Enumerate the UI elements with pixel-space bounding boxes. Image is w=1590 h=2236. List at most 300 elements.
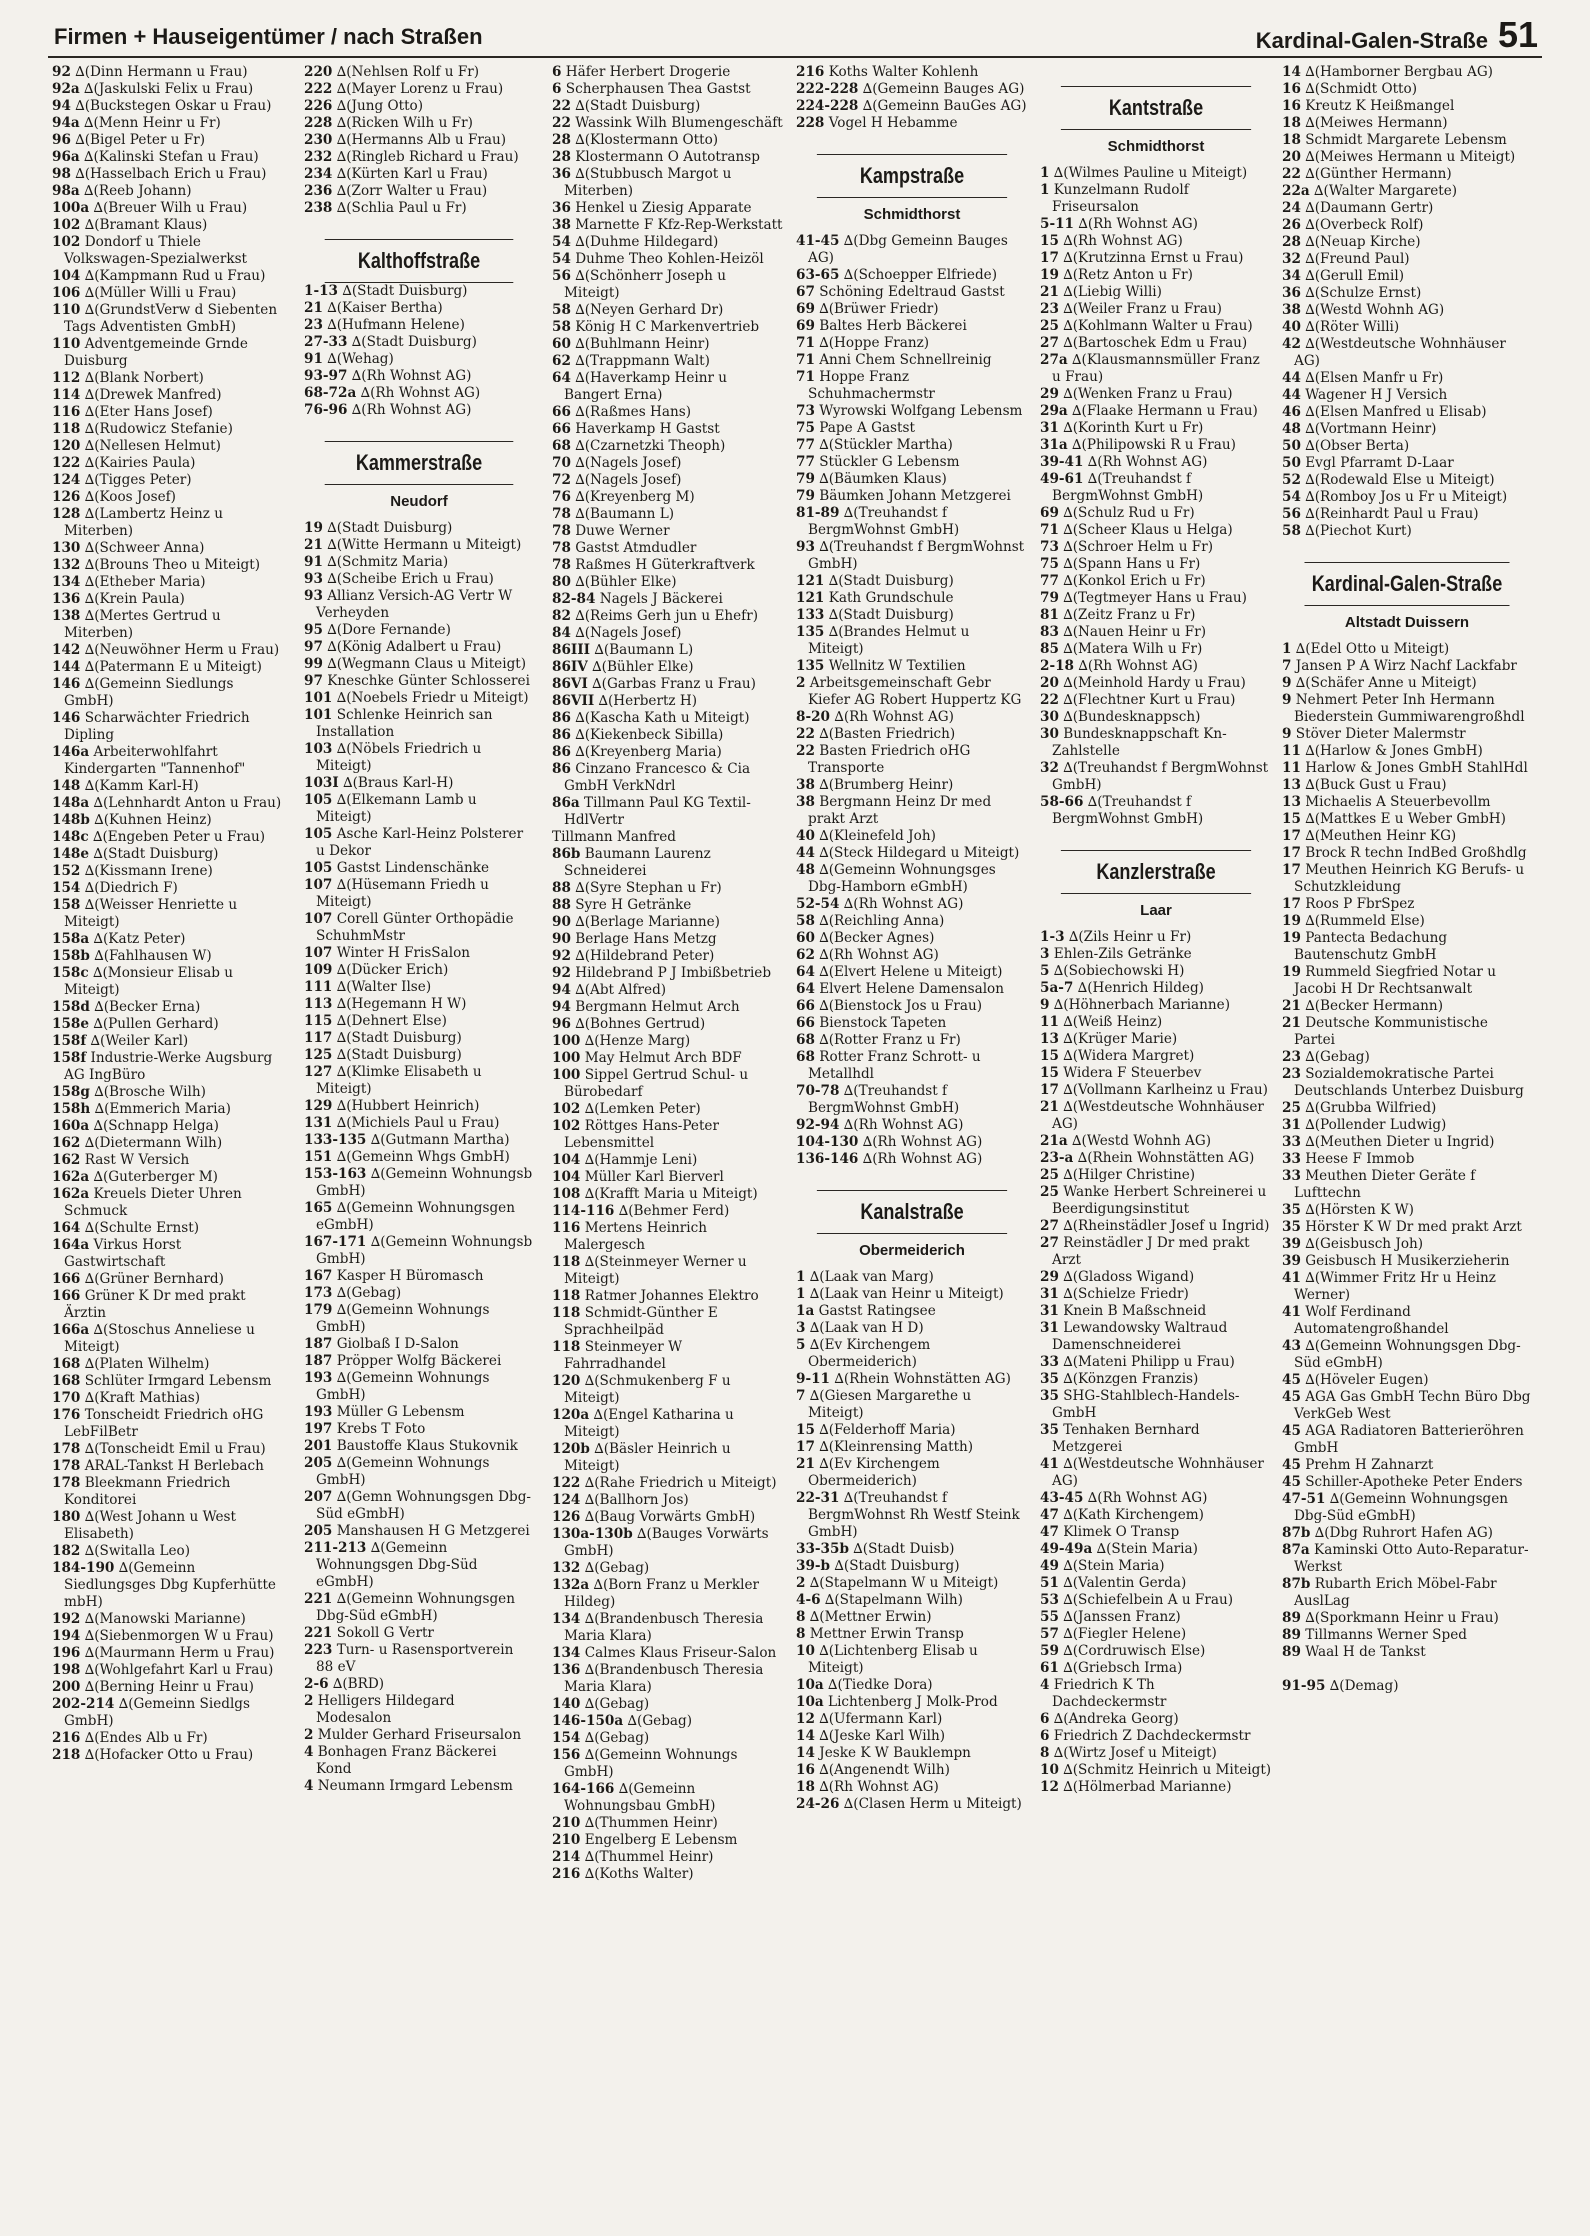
directory-entry: 42 ∆(Westdeutsche Wohnhäuser AG) <box>1282 336 1506 369</box>
directory-entry: 238 ∆(Schlia Paul u Fr) <box>304 200 467 216</box>
directory-entry: 78 Gastst Atmdudler <box>552 540 697 556</box>
directory-entry: 23 ∆(Gebag) <box>1282 1049 1370 1065</box>
directory-entry: 31a ∆(Philipowski R u Frau) <box>1040 437 1236 453</box>
directory-entry: 5-11 ∆(Rh Wohnst AG) <box>1040 216 1198 232</box>
directory-entry: 126 ∆(Koos Josef) <box>52 489 176 505</box>
directory-entry: 1 ∆(Laak van Marg) <box>796 1269 934 1285</box>
directory-entry: 19 ∆(Retz Anton u Fr) <box>1040 267 1193 283</box>
directory-entry: 79 Bäumken Johann Metzgerei <box>796 488 1011 504</box>
directory-entry: 86 ∆(Kiekenbeck Sibilla) <box>552 727 724 743</box>
directory-entry: 162 Rast W Versich <box>52 1152 190 1168</box>
directory-entry: 68 ∆(Rotter Franz u Fr) <box>796 1032 961 1048</box>
directory-entry: 136 ∆(Krein Paula) <box>52 591 185 607</box>
directory-entry: 222 ∆(Mayer Lorenz u Frau) <box>304 81 504 97</box>
directory-entry: 131 ∆(Michiels Paul u Frau) <box>304 1115 500 1131</box>
directory-entry: 50 Evgl Pfarramt D-Laar <box>1282 455 1454 471</box>
directory-entry: 15 ∆(Rh Wohnst AG) <box>1040 233 1183 249</box>
directory-entry: 21 ∆(Becker Hermann) <box>1282 998 1443 1014</box>
directory-entry: 51 ∆(Valentin Gerda) <box>1040 1575 1187 1591</box>
directory-entry: 73 ∆(Schroer Helm u Fr) <box>1040 539 1214 555</box>
directory-entry: 167 Kasper H Büromasch <box>304 1268 484 1284</box>
directory-entry: 86VI ∆(Garbas Franz u Frau) <box>552 676 756 692</box>
directory-entry: 22 ∆(Basten Friedrich) <box>796 726 956 742</box>
directory-entry: 56 ∆(Schönherr Joseph u Miteigt) <box>552 268 726 301</box>
directory-entry: 201 Baustoffe Klaus Stukovnik <box>304 1438 518 1454</box>
directory-entry: 104 Müller Karl Bierverl <box>552 1169 724 1185</box>
directory-entry: 10a Lichtenberg J Molk-Prod <box>796 1694 998 1710</box>
directory-entry: 47-51 ∆(Gemeinn Wohnungsgen Dbg-Süd eGmbH) <box>1282 1491 1509 1524</box>
directory-entry: 194 ∆(Siebenmorgen W u Frau) <box>52 1628 274 1644</box>
directory-entry: 6 Scherphausen Thea Gastst <box>552 81 751 97</box>
directory-entry: 158e ∆(Pullen Gerhard) <box>52 1016 219 1032</box>
directory-entry: 115 ∆(Dehnert Else) <box>304 1013 447 1029</box>
directory-entry: 6 ∆(Andreka Georg) <box>1040 1711 1179 1727</box>
directory-entry: 192 ∆(Manowski Marianne) <box>52 1611 246 1627</box>
directory-entry: 120 ∆(Nellesen Helmut) <box>52 438 221 454</box>
directory-entry: 158d ∆(Becker Erna) <box>52 999 201 1015</box>
directory-entry: 32 ∆(Treuhandst f BergmWohnst GmbH) <box>1040 760 1269 793</box>
directory-entry: 9 ∆(Höhnerbach Marianne) <box>1040 997 1231 1013</box>
directory-entry: 54 Duhme Theo Kohlen-Heizöl <box>552 251 764 267</box>
directory-entry: 108 ∆(Krafft Maria u Miteigt) <box>552 1186 758 1202</box>
directory-entry: 202-214 ∆(Gemeinn Siedlgs GmbH) <box>52 1696 250 1729</box>
directory-entry: 140 ∆(Gebag) <box>552 1696 650 1712</box>
directory-entry: 210 ∆(Thummen Heinr) <box>552 1815 718 1831</box>
directory-entry: 64 ∆(Haverkamp Heinr u Bangert Erna) <box>552 370 728 403</box>
directory-entry: 216 ∆(Endes Alb u Fr) <box>52 1730 208 1746</box>
directory-entry: 105 Asche Karl-Heinz Polsterer u Dekor <box>304 826 524 859</box>
directory-entry: 148e ∆(Stadt Duisburg) <box>52 846 219 862</box>
directory-entry: 205 Manshausen H G Metzgerei <box>304 1523 530 1539</box>
directory-entry: 41 ∆(Westdeutsche Wohnhäuser AG) <box>1040 1456 1264 1489</box>
directory-entry: 88 ∆(Syre Stephan u Fr) <box>552 880 722 896</box>
directory-entry: 152 ∆(Kissmann Irene) <box>52 863 213 879</box>
street-heading: Kanzlerstraße <box>1061 850 1251 894</box>
directory-entry: 44 ∆(Steck Hildegard u Miteigt) <box>796 845 1020 861</box>
directory-entry: 158c ∆(Monsieur Elisab u Miteigt) <box>52 965 234 998</box>
directory-entry: 146 Scharwächter Friedrich Dipling <box>52 710 250 743</box>
directory-entry: 14 Jeske K W Bauklempn <box>796 1745 971 1761</box>
directory-entry: 94a ∆(Menn Heinr u Fr) <box>52 115 221 131</box>
directory-entry: 104-130 ∆(Rh Wohnst AG) <box>796 1134 983 1150</box>
directory-entry: 8-20 ∆(Rh Wohnst AG) <box>796 709 954 725</box>
directory-entry: 164 ∆(Schulte Ernst) <box>52 1220 200 1236</box>
directory-entry: 210 Engelberg E Lebensm <box>552 1832 738 1848</box>
directory-entry: 15 Widera F Steuerbev <box>1040 1065 1202 1081</box>
directory-entry: 27 ∆(Bartoschek Edm u Frau) <box>1040 335 1248 351</box>
directory-entry: 226 ∆(Jung Otto) <box>304 98 424 114</box>
directory-entry: 187 Giolbaß I D-Salon <box>304 1336 459 1352</box>
directory-entry: 45 ∆(Höveler Eugen) <box>1282 1372 1429 1388</box>
directory-entry: 70 ∆(Nagels Josef) <box>552 455 682 471</box>
directory-entry: 10 ∆(Schmitz Heinrich u Miteigt) <box>1040 1762 1272 1778</box>
directory-entry: 122 ∆(Kairies Paula) <box>52 455 196 471</box>
directory-entry: 116 Mertens Heinrich Malergesch <box>552 1220 707 1253</box>
directory-entry: 114 ∆(Drewek Manfred) <box>52 387 222 403</box>
directory-entry: 158b ∆(Fahlhausen W) <box>52 948 212 964</box>
directory-entry: 8 ∆(Mettner Erwin) <box>796 1609 932 1625</box>
directory-entry: 27-33 ∆(Stadt Duisburg) <box>304 334 477 350</box>
directory-entry: 25 ∆(Hilger Christine) <box>1040 1167 1196 1183</box>
directory-entry: 129 ∆(Hubbert Heinrich) <box>304 1098 480 1114</box>
directory-entry: 17 ∆(Krutzinna Ernst u Frau) <box>1040 250 1244 266</box>
directory-entry: 4 Bonhagen Franz Bäckerei Kond <box>304 1744 497 1777</box>
directory-entry: 92a ∆(Jaskulski Felix u Frau) <box>52 81 254 97</box>
directory-entry: 40 ∆(Kleinefeld Joh) <box>796 828 936 844</box>
directory-entry: 77 ∆(Konkol Erich u Fr) <box>1040 573 1206 589</box>
directory-entry: 78 ∆(Baumann L) <box>552 506 675 522</box>
directory-entry: 41 ∆(Wimmer Fritz Hr u Heinz Werner) <box>1282 1270 1496 1303</box>
directory-entry: 110 Adventgemeinde Grnde Duisburg <box>52 336 248 369</box>
directory-entry: 36 ∆(Schulze Ernst) <box>1282 285 1422 301</box>
directory-entry: 158a ∆(Katz Peter) <box>52 931 186 947</box>
directory-entry: 22 ∆(Flechtner Kurt u Frau) <box>1040 692 1236 708</box>
column-3 <box>552 64 784 2224</box>
directory-entry: 21 ∆(Westdeutsche Wohnhäuser AG) <box>1040 1099 1264 1132</box>
directory-entry: 120a ∆(Engel Katharina u Miteigt) <box>552 1407 734 1440</box>
directory-entry: 118 Schmidt-Günther E Sprachheilpäd <box>552 1305 718 1338</box>
directory-entry: 100 Sippel Gertrud Schul- u Bürobedarf <box>552 1067 749 1100</box>
directory-entry: 33 ∆(Mateni Philipp u Frau) <box>1040 1354 1235 1370</box>
directory-entry: 116 ∆(Eter Hans Josef) <box>52 404 213 420</box>
directory-entry: 100 May Helmut Arch BDF <box>552 1050 742 1066</box>
directory-entry: 69 ∆(Schulz Rud u Fr) <box>1040 505 1195 521</box>
directory-entry: 184-190 ∆(Gemeinn Siedlungsges Dbg Kupferhütte mbH) <box>52 1560 276 1610</box>
directory-entry: 22 ∆(Günther Hermann) <box>1282 166 1452 182</box>
directory-entry: 132 ∆(Brouns Theo u Miteigt) <box>52 557 261 573</box>
directory-entry: 52-54 ∆(Rh Wohnst AG) <box>796 896 964 912</box>
directory-entry: 75 Pape A Gastst <box>796 420 915 436</box>
directory-entry: 93-97 ∆(Rh Wohnst AG) <box>304 368 472 384</box>
directory-entry: 168 Schlüter Irmgard Lebensm <box>52 1373 272 1389</box>
directory-entry: 72 ∆(Nagels Josef) <box>552 472 682 488</box>
directory-entry: 49-49a ∆(Stein Maria) <box>1040 1541 1198 1557</box>
directory-entry: 35 Tenhaken Bernhard Metzgerei <box>1040 1422 1200 1455</box>
directory-entry: 21 ∆(Ev Kirchengem Obermeiderich) <box>796 1456 940 1489</box>
directory-entry: 99 ∆(Wegmann Claus u Miteigt) <box>304 656 527 672</box>
directory-entry: 134 ∆(Brandenbusch Theresia Maria Klara) <box>552 1611 764 1644</box>
directory-entry: 5a-7 ∆(Henrich Hildeg) <box>1040 980 1204 996</box>
directory-entry: 12 ∆(Hölmerbad Marianne) <box>1040 1779 1232 1795</box>
directory-entry: 54 ∆(Romboy Jos u Fr u Miteigt) <box>1282 489 1508 505</box>
directory-entry: 126 ∆(Baug Vorwärts GmbH) <box>552 1509 756 1525</box>
directory-entry: 234 ∆(Kürten Karl u Frau) <box>304 166 488 182</box>
directory-entry: 162a ∆(Guterberger M) <box>52 1169 218 1185</box>
directory-entry: 86 ∆(Kreyenberg Maria) <box>552 744 722 760</box>
directory-entry: 105 Gastst Lindenschänke <box>304 860 489 876</box>
directory-entry: 125 ∆(Stadt Duisburg) <box>304 1047 462 1063</box>
directory-entry: 27 Reinstädler J Dr med prakt Arzt <box>1040 1235 1250 1268</box>
directory-entry: 34 ∆(Gerull Emil) <box>1282 268 1405 284</box>
directory-entry: 146 ∆(Gemeinn Siedlungs GmbH) <box>52 676 234 709</box>
directory-entry: 48 ∆(Gemeinn Wohnungsges Dbg-Hamborn eGmbH) <box>796 862 996 895</box>
district-heading: Altstadt Duissern <box>1344 614 1470 631</box>
directory-entry: 66 ∆(Bienstock Jos u Frau) <box>796 998 983 1014</box>
directory-entry: 14 ∆(Hamborner Bergbau AG) <box>1282 64 1493 80</box>
directory-entry: 17 ∆(Kleinrensing Matth) <box>796 1439 974 1455</box>
directory-entry: 71 ∆(Hoppe Franz) <box>796 335 930 351</box>
directory-entry: 64 ∆(Elvert Helene u Miteigt) <box>796 964 1003 980</box>
directory-entry: 160a ∆(Schnapp Helga) <box>52 1118 219 1134</box>
directory-entry: 2 ∆(Stapelmann W u Miteigt) <box>796 1575 999 1591</box>
directory-entry: 30 ∆(Bundesknappsch) <box>1040 709 1201 725</box>
directory-entry: 66 Haverkamp H Gastst <box>552 421 720 437</box>
directory-entry: 22 ∆(Stadt Duisburg) <box>552 98 701 114</box>
directory-entry: 105 ∆(Elkemann Lamb u Miteigt) <box>304 792 477 825</box>
directory-entry: 92 ∆(Hildebrand Peter) <box>552 948 715 964</box>
directory-entry: 180 ∆(West Johann u West Elisabeth) <box>52 1509 236 1542</box>
directory-entry: 156 ∆(Gemeinn Wohnungs GmbH) <box>552 1747 738 1780</box>
directory-entry: 182 ∆(Switalla Leo) <box>52 1543 191 1559</box>
directory-entry: 7 Jansen P A Wirz Nachf Lackfabr <box>1282 658 1517 674</box>
directory-entry: 79 ∆(Tegtmeyer Hans u Frau) <box>1040 590 1247 606</box>
directory-entry: 9 Nehmert Peter Inh Hermann Biederstein Gummiwarengroßhdl <box>1282 692 1525 725</box>
directory-entry: 76-96 ∆(Rh Wohnst AG) <box>304 402 472 418</box>
directory-entry: 6 Häfer Herbert Drogerie <box>552 64 731 80</box>
directory-entry: 62 ∆(Rh Wohnst AG) <box>796 947 939 963</box>
directory-entry: 27a ∆(Klausmannsmüller Franz u Frau) <box>1040 352 1260 385</box>
directory-entry: 158f ∆(Weiler Karl) <box>52 1033 189 1049</box>
directory-entry: 4-6 ∆(Stapelmann Wilh) <box>796 1592 963 1608</box>
directory-entry: 81 ∆(Zeitz Franz u Fr) <box>1040 607 1196 623</box>
directory-entry: 165 ∆(Gemeinn Wohnungsgen eGmbH) <box>304 1200 515 1233</box>
directory-entry: 1 ∆(Wilmes Pauline u Miteigt) <box>1040 165 1248 181</box>
directory-entry: 12 ∆(Ufermann Karl) <box>796 1711 943 1727</box>
directory-entry: 97 Kneschke Günter Schlosserei <box>304 673 530 689</box>
directory-entry: 22-31 ∆(Treuhandst f BergmWohnst Rh Westf Steink GmbH) <box>796 1490 1020 1540</box>
street-heading: Kalthoffstraße <box>325 239 514 283</box>
directory-entry: 187 Pröpper Wolfg Bäckerei <box>304 1353 502 1369</box>
directory-entry: 102 Dondorf u Thiele Volkswagen-Spezialwerkst <box>52 234 248 267</box>
header-section-title: Firmen + Hauseigentümer / nach Straßen <box>54 24 483 49</box>
directory-entry: 78 Duwe Werner <box>552 523 670 539</box>
directory-entry: 86 ∆(Kascha Kath u Miteigt) <box>552 710 750 726</box>
column-2 <box>304 64 534 2224</box>
directory-entry: 86III ∆(Baumann L) <box>552 642 694 658</box>
directory-entry: 21 Deutsche Kommunistische Partei <box>1282 1015 1488 1048</box>
directory-entry: 47 Klimek O Transp <box>1040 1524 1180 1540</box>
directory-entry: 38 Marnette F Kfz-Rep-Werkstatt <box>552 217 783 233</box>
directory-entry: 5 ∆(Ev Kirchengem Obermeiderich) <box>796 1337 931 1370</box>
district-heading: Obermeiderich <box>859 1242 965 1259</box>
directory-entry: 107 ∆(Hüsemann Friedh u Miteigt) <box>304 877 489 910</box>
directory-entry: 2 Mulder Gerhard Friseursalon <box>304 1727 522 1743</box>
directory-entry: 178 ARAL-Tankst H Berlebach <box>52 1458 264 1474</box>
directory-entry: 133 ∆(Stadt Duisburg) <box>796 607 954 623</box>
directory-entry: 96a ∆(Kalinski Stefan u Frau) <box>52 149 259 165</box>
directory-entry: 57 ∆(Fiegler Helene) <box>1040 1626 1187 1642</box>
directory-entry: 79 ∆(Bäumken Klaus) <box>796 471 947 487</box>
directory-entry: 53 ∆(Schiefelbein A u Frau) <box>1040 1592 1234 1608</box>
directory-entry: 24-26 ∆(Clasen Herm u Miteigt) <box>796 1796 1022 1812</box>
directory-entry: 1a Gastst Ratingsee <box>796 1303 936 1319</box>
directory-entry: 43-45 ∆(Rh Wohnst AG) <box>1040 1490 1208 1506</box>
directory-entry: 68 ∆(Czarnetzki Theoph) <box>552 438 726 454</box>
directory-entry: 136-146 ∆(Rh Wohnst AG) <box>796 1151 983 1167</box>
directory-entry: 104 ∆(Hammje Leni) <box>552 1152 698 1168</box>
directory-entry: 88 Syre H Getränke <box>552 897 692 913</box>
directory-entry: 50 ∆(Obser Berta) <box>1282 438 1410 454</box>
directory-entry: 127 ∆(Klimke Elisabeth u Miteigt) <box>304 1064 482 1097</box>
directory-entry: 132a ∆(Born Franz u Merkler Hildeg) <box>552 1577 759 1610</box>
directory-entry: 17 ∆(Meuthen Heinr KG) <box>1282 828 1457 844</box>
directory-entry: 63-65 ∆(Schoepper Elfriede) <box>796 267 998 283</box>
directory-entry: 60 ∆(Becker Agnes) <box>796 930 935 946</box>
district-heading: Laar <box>1140 902 1172 919</box>
directory-entry: 23 ∆(Hufmann Helene) <box>304 317 465 333</box>
directory-entry: 135 Wellnitz W Textilien <box>796 658 966 674</box>
directory-entry: 124 ∆(Ballhorn Jos) <box>552 1492 689 1508</box>
directory-entry: 158g ∆(Brosche Wilh) <box>52 1084 206 1100</box>
directory-entry: 130a-130b ∆(Bauges Vorwärts GmbH) <box>552 1526 769 1559</box>
directory-entry: 218 ∆(Hofacker Otto u Frau) <box>52 1747 254 1763</box>
directory-entry: 103 ∆(Nöbels Friedrich u Miteigt) <box>304 741 482 774</box>
directory-entry: 71 Hoppe Franz Schuhmachermstr <box>796 369 935 402</box>
directory-entry: 10a ∆(Tiedke Dora) <box>796 1677 933 1693</box>
directory-entry: 58-66 ∆(Treuhandst f BergmWohnst GmbH) <box>1040 794 1204 827</box>
directory-entry: 220 ∆(Nehlsen Rolf u Fr) <box>304 64 480 80</box>
directory-entry: 101 Schlenke Heinrich san Installation <box>304 707 493 740</box>
directory-entry: 39-b ∆(Stadt Duisburg) <box>796 1558 960 1574</box>
directory-entry: 101 ∆(Noebels Friedr u Miteigt) <box>304 690 529 706</box>
directory-entry: 109 ∆(Dücker Erich) <box>304 962 449 978</box>
directory-entry: 11 ∆(Harlow & Jones GmbH) <box>1282 743 1483 759</box>
directory-entry: 82 ∆(Reims Gerh jun u Ehefr) <box>552 608 759 624</box>
street-heading: Kanalstraße <box>817 1190 1007 1234</box>
directory-entry: 107 Winter H FrisSalon <box>304 945 471 961</box>
directory-entry: 96 ∆(Bigel Peter u Fr) <box>52 132 206 148</box>
column-6 <box>1282 64 1532 2224</box>
directory-entry: 39-41 ∆(Rh Wohnst AG) <box>1040 454 1208 470</box>
directory-entry: 52 ∆(Rodewald Else u Miteigt) <box>1282 472 1495 488</box>
directory-entry: 11 Harlow & Jones GmbH StahlHdl <box>1282 760 1528 776</box>
directory-entry: 13 ∆(Krüger Marie) <box>1040 1031 1178 1047</box>
directory-entry: 112 ∆(Blank Norbert) <box>52 370 204 386</box>
directory-entry: 95 ∆(Dore Fernande) <box>304 622 451 638</box>
street-heading: Kampstraße <box>817 154 1007 198</box>
directory-entry: 178 ∆(Tonscheidt Emil u Frau) <box>52 1441 266 1457</box>
directory-entry: 76 ∆(Kreyenberg M) <box>552 489 695 505</box>
directory-entry: 124 ∆(Tigges Peter) <box>52 472 192 488</box>
directory-entry: 162 ∆(Dietermann Wilh) <box>52 1135 223 1151</box>
directory-entry: 193 Müller G Lebensm <box>304 1404 465 1420</box>
directory-entry: 49-61 ∆(Treuhandst f BergmWohnst GmbH) <box>1040 471 1204 504</box>
directory-entry: 91-95 ∆(Demag) <box>1282 1678 1399 1694</box>
district-heading: Schmidthorst <box>863 206 961 223</box>
directory-entry: 205 ∆(Gemeinn Wohnungs GmbH) <box>304 1455 490 1488</box>
directory-entry: 222-228 ∆(Gemeinn Bauges AG) <box>796 81 1025 97</box>
directory-entry: 71 Anni Chem Schnellreinig <box>796 352 992 368</box>
directory-entry: 154 ∆(Gebag) <box>552 1730 650 1746</box>
directory-entry: 21 ∆(Kaiser Bertha) <box>304 300 443 316</box>
directory-entry: 211-213 ∆(Gemeinn Wohnungsgen Dbg-Süd eGmbH) <box>304 1540 478 1590</box>
district-heading: Neudorf <box>390 493 448 510</box>
directory-entry: 117 ∆(Stadt Duisburg) <box>304 1030 462 1046</box>
directory-entry: 158 ∆(Weisser Henriette u Miteigt) <box>52 897 238 930</box>
column-4 <box>796 64 1028 2224</box>
directory-entry: 25 Wanke Herbert Schreinerei u Beerdigungsinstitut <box>1040 1184 1267 1217</box>
directory-entry: 216 ∆(Koths Walter) <box>552 1866 694 1882</box>
directory-entry: 130 ∆(Schweer Anna) <box>52 540 205 556</box>
directory-entry: 15 ∆(Felderhoff Maria) <box>796 1422 956 1438</box>
directory-entry: 58 König H C Markenvertrieb <box>552 319 760 335</box>
directory-entry: 17 Meuthen Heinrich KG Berufs- u Schutzkleidung <box>1282 862 1525 895</box>
directory-entry: 170 ∆(Kraft Mathias) <box>52 1390 201 1406</box>
directory-entry: 80 ∆(Bühler Elke) <box>552 574 677 590</box>
directory-entry: 77 ∆(Stückler Martha) <box>796 437 953 453</box>
directory-entry: 22a ∆(Walter Margarete) <box>1282 183 1458 199</box>
directory-entry: 38 Bergmann Heinz Dr med prakt Arzt <box>796 794 992 827</box>
directory-entry: 164-166 ∆(Gemeinn Wohnungsbau GmbH) <box>552 1781 716 1814</box>
directory-entry: 118 Ratmer Johannes Elektro <box>552 1288 759 1304</box>
directory-entry: 228 ∆(Ricken Wilh u Fr) <box>304 115 473 131</box>
directory-entry: 13 ∆(Buck Gust u Frau) <box>1282 777 1447 793</box>
directory-entry: 31 Knein B Maßschneid <box>1040 1303 1207 1319</box>
directory-entry: 2-18 ∆(Rh Wohnst AG) <box>1040 658 1198 674</box>
directory-entry: 9 ∆(Schäfer Anne u Miteigt) <box>1282 675 1477 691</box>
directory-entry: 28 ∆(Neuap Kirche) <box>1282 234 1421 250</box>
directory-entry: 10 ∆(Lichtenberg Elisab u Miteigt) <box>796 1643 978 1676</box>
column-1 <box>52 64 282 2224</box>
directory-entry: 153-163 ∆(Gemeinn Wohnungsb GmbH) <box>304 1166 533 1199</box>
spacer <box>1282 1661 1532 1678</box>
directory-entry: 94 Bergmann Helmut Arch <box>552 999 740 1015</box>
directory-entry: 230 ∆(Hermanns Alb u Frau) <box>304 132 507 148</box>
directory-entry: 30 Bundesknappschaft Kn-Zahlstelle <box>1040 726 1227 759</box>
directory-entry: 96 ∆(Bohnes Gertrud) <box>552 1016 706 1032</box>
directory-entry: 87b ∆(Dbg Ruhrort Hafen AG) <box>1282 1525 1493 1541</box>
directory-entry: 16 ∆(Angenendt Wilh) <box>796 1762 950 1778</box>
directory-entry: 36 ∆(Stubbusch Margot u Miterben) <box>552 166 732 199</box>
directory-entry: 31 ∆(Korinth Kurt u Fr) <box>1040 420 1204 436</box>
directory-entry: 15 ∆(Widera Margret) <box>1040 1048 1195 1064</box>
directory-entry: 15 ∆(Mattkes E u Weber GmbH) <box>1282 811 1506 827</box>
directory-entry: 24 ∆(Daumann Gertr) <box>1282 200 1434 216</box>
directory-entry: 14 ∆(Jeske Karl Wilh) <box>796 1728 946 1744</box>
directory-entry: 89 Tillmanns Werner Sped <box>1282 1627 1467 1643</box>
directory-entry: 93 ∆(Treuhandst f BergmWohnst GmbH) <box>796 539 1025 572</box>
directory-entry: 179 ∆(Gemeinn Wohnungs GmbH) <box>304 1302 490 1335</box>
directory-entry: 46 ∆(Elsen Manfred u Elisab) <box>1282 404 1487 420</box>
directory-entry: 23 Sozialdemokratische Partei Deutschlands Unterbez Duisburg <box>1282 1066 1524 1099</box>
directory-entry: 19 Pantecta Bedachung Bautenschutz GmbH <box>1282 930 1448 963</box>
directory-entry: 102 ∆(Lemken Peter) <box>552 1101 701 1117</box>
directory-entry: 104 ∆(Kampmann Rud u Frau) <box>52 268 266 284</box>
directory-entry: 17 Brock R techn IndBed Großhdlg <box>1282 845 1527 861</box>
directory-entry: 98 ∆(Hasselbach Erich u Frau) <box>52 166 267 182</box>
directory-entry: 94 ∆(Abt Alfred) <box>552 982 667 998</box>
directory-entry: 151 ∆(Gemeinn Whgs GmbH) <box>304 1149 510 1165</box>
directory-entry: 69 Baltes Herb Bäckerei <box>796 318 967 334</box>
directory-entry: 6 Friedrich Z Dachdeckermstr <box>1040 1728 1251 1744</box>
directory-entry: 71 ∆(Scheer Klaus u Helga) <box>1040 522 1233 538</box>
directory-entry: 110 ∆(GrundstVerw d Siebenten Tags Adventisten GmbH) <box>52 302 278 335</box>
directory-entry: 66 ∆(Raßmes Hans) <box>552 404 691 420</box>
directory-entry: 134 ∆(Etheber Maria) <box>52 574 206 590</box>
directory-entry: 19 Rummeld Siegfried Notar u Jacobi H Dr Rechtsanwalt <box>1282 964 1497 997</box>
directory-entry: 33 ∆(Meuthen Dieter u Ingrid) <box>1282 1134 1495 1150</box>
directory-entry: 23-a ∆(Rhein Wohnstätten AG) <box>1040 1150 1255 1166</box>
directory-entry: 93 ∆(Scheibe Erich u Frau) <box>304 571 494 587</box>
directory-entry: 85 ∆(Matera Wilh u Fr) <box>1040 641 1203 657</box>
directory-entry: 100 ∆(Henze Marg) <box>552 1033 691 1049</box>
directory-entry: 118 ∆(Steinmeyer Werner u Miteigt) <box>552 1254 747 1287</box>
directory-entry: 35 SHG-Stahlblech-Handels-GmbH <box>1040 1388 1240 1421</box>
directory-entry: 29 ∆(Gladoss Wigand) <box>1040 1269 1195 1285</box>
directory-entry: 128 ∆(Lambertz Heinz u Miterben) <box>52 506 223 539</box>
directory-entry: 134 Calmes Klaus Friseur-Salon <box>552 1645 777 1661</box>
directory-entry: 83 ∆(Nauen Heinr u Fr) <box>1040 624 1207 640</box>
